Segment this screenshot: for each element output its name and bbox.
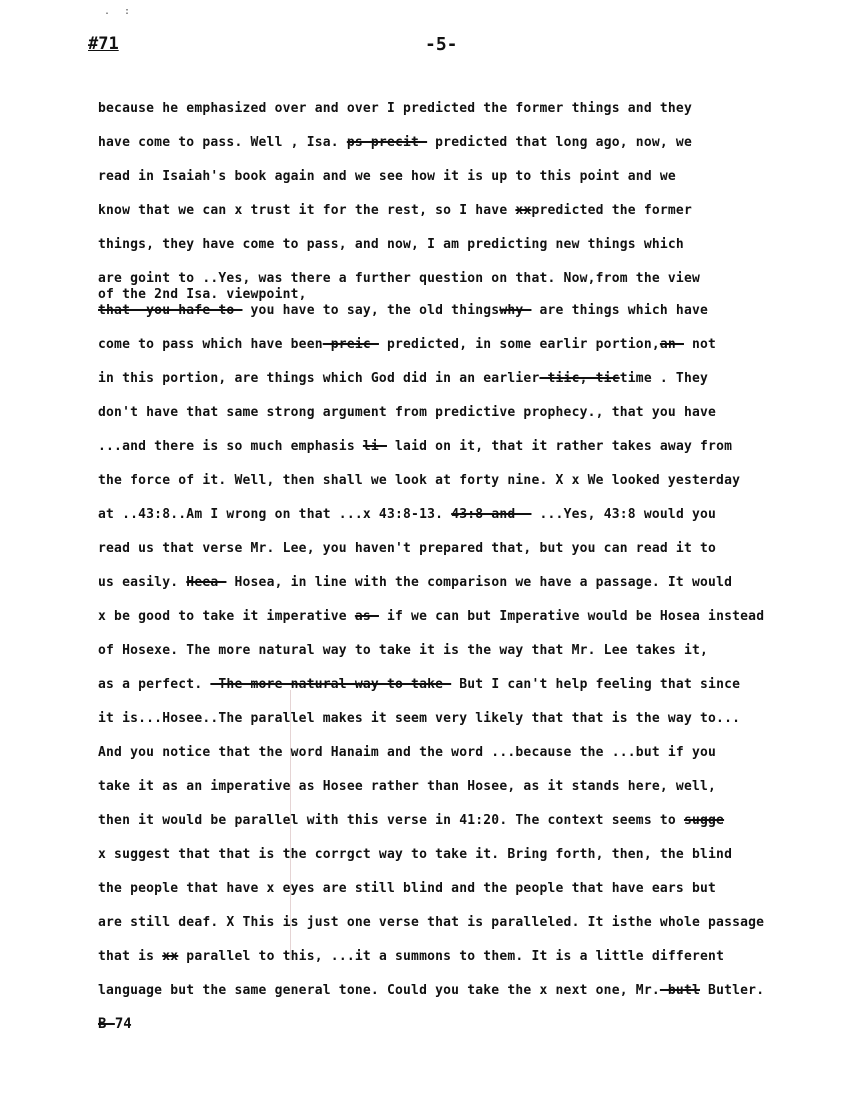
text-line-23: x suggest that that is the corrgct way to take it. Bring forth, then, the blind bbox=[98, 847, 733, 862]
text-line-4: know that we can x trust it for the rest, so I have xxpredicted the former bbox=[98, 203, 692, 218]
text-line-8: come to pass which have been-preic- predicted, in some earlir portion,an- not bbox=[98, 337, 717, 352]
text-line-17: of Hosexe. The more natural way to take it is the way that Mr. Lee takes it, bbox=[98, 643, 709, 658]
text-line-25: are still deaf. X This is just one verse that is paralleled. It isthe whole passage bbox=[98, 915, 765, 930]
text-line-18: as a perfect. -The more natural way to take- But I can't help feeling that since bbox=[98, 677, 741, 692]
transcript-body bbox=[98, 100, 808, 1016]
corner-marks: . : bbox=[104, 6, 135, 17]
footer-reference: B-74 bbox=[98, 1016, 132, 1032]
text-line-15: us easily. Heea- Hosea, in line with the comparison we have a passage. It would bbox=[98, 575, 733, 590]
text-line-26: that is xx parallel to this, ...it a summons to them. It is a little different bbox=[98, 949, 725, 964]
text-line-27: language but the same general tone. Could you take the x next one, Mr.-butl Butler. bbox=[98, 983, 765, 998]
text-line-24: the people that have x eyes are still blind and the people that have ears but bbox=[98, 881, 717, 896]
text-line-11: ...and there is so much emphasis li- laid on it, that it rather takes away from bbox=[98, 439, 733, 454]
text-line-21: take it as an imperative as Hosee rather than Hosee, as it stands here, well, bbox=[98, 779, 717, 794]
document-id: #71 bbox=[88, 34, 119, 54]
text-line-2: have come to pass. Well , Isa. ps precit- predicted that long ago, now, we bbox=[98, 135, 692, 150]
text-line-9: in this portion, are things which God did in an earlier-tiic, tictime . They bbox=[98, 371, 709, 386]
text-line-3: read in Isaiah's book again and we see how it is up to this point and we bbox=[98, 169, 676, 184]
text-line-6: are goint to ..Yes, was there a further question on that. Now,from the view bbox=[98, 271, 700, 286]
text-line-20: And you notice that the word Hanaim and the word ...because the ...but if you bbox=[98, 745, 717, 760]
text-line-19: it is...Hosee..The parallel makes it seem very likely that that is the way to... bbox=[98, 711, 741, 726]
text-line-6b-insert: of the 2nd Isa. viewpoint, bbox=[98, 287, 307, 302]
text-line-10: don't have that same strong argument from predictive prophecy., that you have bbox=[98, 405, 717, 420]
text-line-14: read us that verse Mr. Lee, you haven't prepared that, but you can read it to bbox=[98, 541, 717, 556]
text-line-5: things, they have come to pass, and now, I am predicting new things which bbox=[98, 237, 684, 252]
text-line-13: at ..43:8..Am I wrong on that ...x 43:8-13. 43:8 and-- ...Yes, 43:8 would you bbox=[98, 507, 717, 522]
text-line-1: because he emphasized over and over I predicted the former things and they bbox=[98, 101, 692, 116]
text-line-22: then it would be parallel with this verse in 41:20. The context seems to sugge bbox=[98, 813, 725, 828]
page-number: -5- bbox=[425, 34, 458, 55]
text-line-16: x be good to take it imperative as- if we can but Imperative would be Hosea instead bbox=[98, 609, 765, 624]
text-line-12: the force of it. Well, then shall we look at forty nine. X x We looked yesterday bbox=[98, 473, 741, 488]
text-line-7: that- you-hafe-to- you have to say, the old thingswhy- are things which have bbox=[98, 303, 709, 318]
